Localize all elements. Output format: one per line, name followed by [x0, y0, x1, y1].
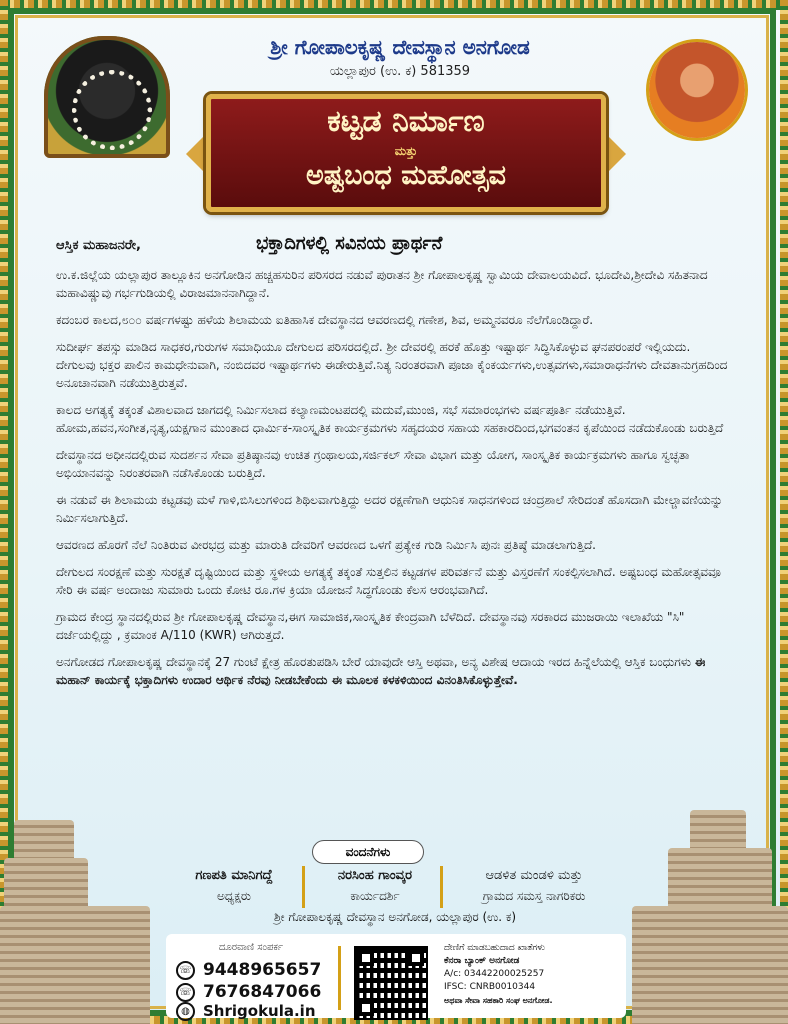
- guru-portrait: [649, 42, 745, 138]
- paragraph: ದೇಗುಲದ ಸಂರಕ್ಷಣೆ ಮತ್ತು ಸುರಕ್ಷತೆ ದೃಷ್ಟಿಯಿಂದ ಮತ್ತು ಸ್ಥಳೀಯ ಅಗತ್ಯಕ್ಕೆ ತಕ್ಕಂತೆ ಸುತ್ತಲಿನ ಕಟ್ಟಡಗಳ ಪರಿವರ್ತನೆ ಮತ್ತು ವಿಸ್ತರಣೆಗೆ ಸಂಕಲ್ಪಿಸಲಾಗಿದೆ. ಅಷ್ಟಬಂಧ ಮಹೋತ್ಸವವೂ ಸೇರಿ ಈ ವರ್ಷ ಅಂದಾಜು ಸುಮಾರು ಒಂದು ಕೋಟಿ ರೂ.ಗಳ ಕ್ರಿಯಾ ಯೋಜನೆ ಸಿದ್ಧಗೊಂಡು ಕೆಲಸ ಆರಂಭವಾಗಿದೆ.: [56, 565, 721, 597]
- whatsapp-icon: ☏: [176, 983, 195, 1002]
- contact-heading: ದೂರವಾಣಿ ಸಂಪರ್ಕ: [218, 942, 284, 953]
- greetings-label: ವಂದನೆಗಳು: [312, 840, 424, 864]
- signatory-president: [164, 868, 304, 904]
- qr-finder: [358, 950, 374, 966]
- paragraph: ಕದಂಬರ ಕಾಲದ,೮೦೦ ವರ್ಷಗಳಷ್ಟು ಹಳೆಯ ಶಿಲಾಮಯ ಐತಿಹಾಸಿಕ ದೇವಸ್ಥಾನದ ಆವರಣದಲ್ಲಿ ಗಣೇಶ, ಶಿವ, ಅಮ್ಮನವರೂ ನೆಲೆಗೊಂಡಿದ್ದಾರೆ.: [56, 313, 594, 327]
- paragraph: ಗ್ರಾಮದ ಕೇಂದ್ರ ಸ್ಥಾನದಲ್ಲಿರುವ ಶ್ರೀ ಗೋಪಾಲಕೃಷ್ಣ ದೇವಸ್ಥಾನ,ಈಗ ಸಾಮಾಜಿಕ,ಸಾಂಸ್ಕೃತಿಕ ಕೇಂದ್ರವಾಗಿ ಬೆಳೆದಿದೆ. ದೇವಸ್ಥಾನವು ಸರಕಾರದ ಮುಜರಾಯಿ ಇಲಾಖೆಯ "ಸಿ" ದರ್ಜೆಯಲ್ಲಿದ್ದು , ಕ್ರಮಾಂಕ A/110 (KWR) ಆಗಿರುತ್ತದೆ.: [56, 610, 685, 642]
- temple-tower-right: [612, 800, 788, 1024]
- tower-tier: [4, 858, 88, 908]
- banner-line-3: ಅಷ್ಟಬಂಧ ಮಹೋತ್ಸವ: [306, 160, 506, 191]
- temple-name: ಶ್ರೀ ಗೋಪಾಲಕೃಷ್ಣ ದೇವಸ್ಥಾನ ಅನಗೋಡ: [270, 35, 530, 59]
- event-banner: [186, 88, 626, 218]
- tower-tier: [668, 848, 772, 908]
- website-url: Shrigokula.in: [203, 1002, 316, 1020]
- paragraph: ಉ.ಕ.ಜಿಲ್ಲೆಯ ಯಲ್ಲಾಪುರ ತಾಲ್ಲೂಕಿನ ಅನಗೋಡಿನ ಹಚ್ಚಹಸುರಿನ ಪರಿಸರದ ನಡುವೆ ಪುರಾತನ ಶ್ರೀ ಗೋಪಾಲಕೃಷ್ಣ ಸ್ವಾಮಿಯ ದೇವಾಲಯವಿದೆ. ಭೂದೇವಿ,ಶ್ರೀದೇವಿ ಸಹಿತನಾದ ಮಹಾವಿಷ್ಣುವು ಗರ್ಭಗುಡಿಯಲ್ಲಿ ವಿರಾಜಮಾನನಾಗಿದ್ದಾನೆ.: [56, 268, 708, 300]
- banner-line-2: ಮತ್ತು: [394, 144, 418, 158]
- phone-1[interactable]: [176, 960, 321, 980]
- signatory-committee: [448, 868, 620, 904]
- tower-tier: [632, 906, 788, 1024]
- qr-finder: [408, 950, 424, 966]
- paragraph: ದೇವಸ್ಥಾನದ ಅಧೀನದಲ್ಲಿರುವ ಸುದರ್ಶನ ಸೇವಾ ಪ್ರತಿಷ್ಠಾನವು ಉಚಿತ ಗ್ರಂಥಾಲಯ,ಸರ್ಜಿಕಲ್ ಸೇವಾ ವಿಭಾಗ ಮತ್ತು ಯೋಗ, ಸಾಂಸ್ಕೃತಿಕ ಕಾರ್ಯಕ್ರಮಗಳು ಹಾಗೂ ಸ್ವಚ್ಛತಾ ಅಭಿಯಾನವನ್ನು ನಿರಂತರವಾಗಿ ನಡೆಸಿಕೊಂಡು ಬರುತ್ತಿದೆ.: [56, 448, 690, 480]
- salutation: ಆಸ್ತಿಕ ಮಹಾಜನರೇ,: [56, 238, 141, 253]
- phone-number: 7676847066: [203, 982, 322, 1002]
- footer-temple-name: ಶ್ರೀ ಗೋಪಾಲಕೃಷ್ಣ ದೇವಸ್ಥಾನ ಅನಗೋಡ, ಯಲ್ಲಾಪುರ (ಉ. ಕ): [274, 910, 516, 924]
- globe-icon: ◍: [176, 1002, 195, 1021]
- signatory-name: ಗಣಪತಿ ಮಾನಿಗದ್ದೆ: [195, 868, 273, 883]
- bank-details: [444, 942, 628, 1007]
- closing-appeal: ಈ ಮಹಾನ್ ಕಾರ್ಯಕ್ಕೆ ಭಕ್ತಾದಿಗಳು ಉದಾರ ಆರ್ಥಿಕ ನೆರವು ನೀಡಬೇಕೆಂದು ಈ ಮೂಲಕ ಕಳಕಳಿಯಿಂದ ವಿನಂತಿಸಿಕೊಳ್ಳುತ್ತೇವೆ.: [56, 655, 706, 687]
- deity-image: [44, 36, 170, 158]
- temple-tower-left: [0, 800, 160, 1024]
- signatory-role: ಕಾರ್ಯದರ್ಶಿ: [350, 889, 400, 903]
- signatory-name: ಆಡಳಿತ ಮಂಡಳಿ ಮತ್ತು: [485, 868, 583, 883]
- bank-note: ಅಥವಾ ಸೇವಾ ಸಹಕಾರಿ ಸಂಘ ಅನಗೋಡ.: [444, 996, 553, 1005]
- qr-code[interactable]: [356, 948, 426, 1018]
- paragraph: ಆವರಣದ ಹೊರಗೆ ನೆಲೆ ನಿಂತಿರುವ ವೀರಭದ್ರ ಮತ್ತು ಮಾರುತಿ ದೇವರಿಗೆ ಆವರಣದ ಒಳಗೆ ಪ್ರತ್ಯೇಕ ಗುಡಿ ನಿರ್ಮಿಸಿ ಪುನಃ ಪ್ರತಿಷ್ಠೆ ಮಾಡಲಾಗುತ್ತಿದೆ.: [56, 538, 596, 552]
- temple-address: ಯಲ್ಲಾಪುರ (ಉ. ಕ) 581359: [329, 64, 471, 79]
- paragraph: ಸುದೀರ್ಘ ತಪಸ್ಸು ಮಾಡಿದ ಸಾಧಕರ,ಗುರುಗಳ ಸಮಾಧಿಯೂ ದೇಗುಲದ ಪರಿಸರದಲ್ಲಿದೆ. ಶ್ರೀ ದೇವರಲ್ಲಿ ಹರಕೆ ಹೊತ್ತು ಇಷ್ಟಾರ್ಥ ಸಿದ್ಧಿಸಿಕೊಳ್ಳುವ ಘನಪರಂಪರೆ ಇಲ್ಲಿಯದು. ದೇಗುಲವು ಭಕ್ತರ ಪಾಲಿನ ಕಾಮಧೇನುವಾಗಿ, ನಂಬಿದವರ ಇಷ್ಟಾರ್ಥಗಳು ಈಡೇರುತ್ತಿವೆ.ನಿತ್ಯ ನಿರಂತರವಾಗಿ ಪೂಜಾ ಕೈಂಕರ್ಯಗಳು,ಉತ್ಸವಗಳು,ಸಮಾರಾಧನೆಗಳು ದೇವತಾನುಗ್ರಹದಿಂದ ಅನೂಚಾನವಾಗಿ ನಡೆಯುತ್ತಿರುತ್ತವೆ.: [56, 340, 728, 390]
- qr-finder: [358, 1000, 374, 1016]
- paragraph: ಈ ನಡುವೆ ಈ ಶಿಲಾಮಯ ಕಟ್ಟಡವು ಮಳೆ ಗಾಳಿ,ಬಿಸಿಲುಗಳಿಂದ ಶಿಥಿಲವಾಗುತ್ತಿದ್ದು ಅದರ ರಕ್ಷಣೆಗಾಗಿ ಆಧುನಿಕ ಸಾಧನಗಳಿಂದ ಚಂದ್ರಶಾಲೆ ಸೇರಿದಂತೆ ಹೊಸದಾಗಿ ಮೇಲ್ಚಾವಣಿಯನ್ನು ನಿರ್ಮಿಸಲಾಗುತ್ತಿದೆ.: [56, 493, 723, 525]
- tower-tier: [14, 820, 74, 860]
- bank-account: A/c: 03442200025257: [444, 969, 545, 979]
- website-link[interactable]: [176, 1002, 316, 1021]
- garland-icon: [72, 70, 152, 150]
- tower-tier: [690, 810, 746, 850]
- divider: [440, 866, 443, 908]
- phone-2[interactable]: [176, 982, 321, 1002]
- bank-name: ಕೆನರಾ ಬ್ಯಾಂಕ್ ಅನಗೋಡ: [444, 956, 520, 966]
- phone-number: 9448965657: [203, 960, 322, 980]
- bank-ifsc: IFSC: CNRB0010344: [444, 982, 536, 992]
- signatory-role: ಅಧ್ಯಕ್ಷರು: [217, 889, 251, 903]
- tower-tier: [0, 906, 150, 1024]
- signatory-secretary: [312, 868, 438, 904]
- paragraph: ಕಾಲದ ಅಗತ್ಯಕ್ಕೆ ತಕ್ಕಂತೆ ವಿಶಾಲವಾದ ಜಾಗದಲ್ಲಿ ನಿರ್ಮಿಸಲಾದ ಕಲ್ಯಾಣಮಂಟಪದಲ್ಲಿ ಮದುವೆ,ಮುಂಜಿ, ಸಭೆ ಸಮಾರಂಭಗಳು ವರ್ಷಪೂರ್ತಿ ನಡೆಯುತ್ತಿವೆ. ಹೋಮ,ಹವನ,ಸಂಗೀತ,ನೃತ್ಯ,ಯಕ್ಷಗಾನ ಮುಂತಾದ ಧಾರ್ಮಿಕ-ಸಾಂಸ್ಕೃತಿಕ ಕಾರ್ಯಕ್ರಮಗಳು ಸಹೃದಯರ ಸಹಾಯ ಸಹಕಾರದಿಂದ,ಭಗವಂತನ ಕೃಪೆಯಿಂದ ನಡೆದುಕೊಂಡು ಬರುತ್ತಿದೆ: [56, 403, 724, 435]
- whatsapp-icon: ☏: [176, 961, 195, 980]
- bank-heading: ದೇಣಿಗೆ ಮಾಡಬಹುದಾದ ಖಾತೆಗಳು: [444, 943, 546, 953]
- signatory-role: ಗ್ರಾಮದ ಸಮಸ್ತ ನಾಗರಿಕರು: [482, 889, 586, 903]
- letter-heading: ಭಕ್ತಾದಿಗಳಲ್ಲಿ ಸವಿನಯ ಪ್ರಾರ್ಥನೆ: [256, 233, 443, 254]
- letter-body: [56, 266, 732, 698]
- signatory-name: ನರಸಿಂಹ ಗಾಂವ್ಕರ: [337, 868, 413, 883]
- closing-plain: ಅನಗೋಡದ ಗೋಪಾಲಕೃಷ್ಣ ದೇವಸ್ಥಾನಕ್ಕೆ 27 ಗುಂಟೆ ಕ್ಷೇತ್ರ ಹೊರತುಪಡಿಸಿ ಬೇರೆ ಯಾವುದೇ ಆಸ್ತಿ ಅಥವಾ, ಅನ್ಯ ವಿಶೇಷ ಆದಾಯ ಇರದ ಹಿನ್ನೆಲೆಯಲ್ಲಿ ಆಸ್ತಿಕ ಬಂಧುಗಳು: [56, 655, 692, 669]
- divider: [302, 866, 305, 908]
- closing-paragraph: [56, 653, 732, 689]
- divider: [338, 946, 341, 1010]
- banner-line-1: ಕಟ್ಟಡ ನಿರ್ಮಾಣ: [327, 104, 485, 139]
